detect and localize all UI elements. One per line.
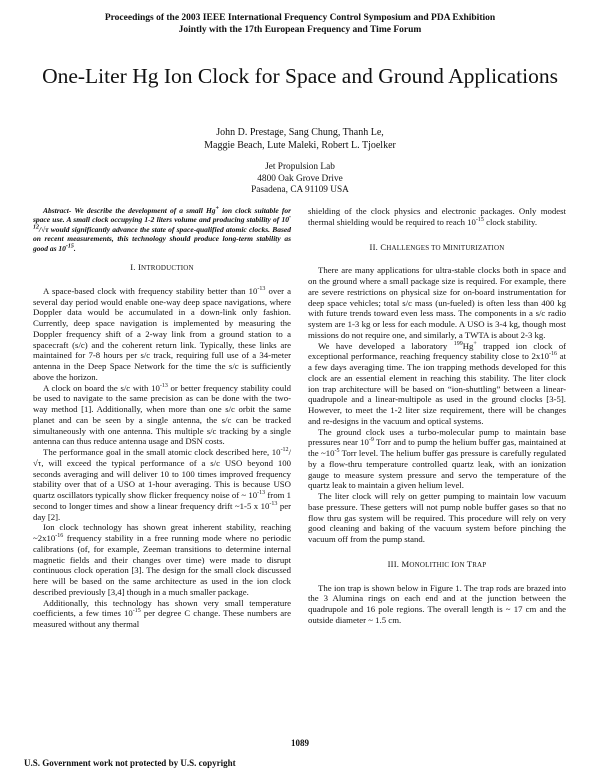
sup: -12: [280, 447, 289, 454]
text: We have developed a laboratory: [318, 340, 454, 351]
text: frequency stability in a free running mode where no periodic calibrations (of, for example, Zeeman transitions to determine internal magnetic fields and their changes over time) were made to disrupt continuous clock operation [3]. The design for the small clock discussed here will be based on the same architecture as used in the ion clock described previously [3,4] though in a much smaller package.: [33, 533, 291, 597]
section-heading-monolithic-ion-trap: [308, 559, 566, 571]
right-column: [308, 206, 566, 626]
heading-number: III.: [387, 558, 400, 569]
text: A clock on board the s/c with 10: [43, 382, 160, 393]
sup: 199: [453, 340, 463, 347]
text: shielding of the clock physics and electronic packages. Only modest thermal shielding would be required to reach 10: [308, 206, 566, 227]
affiliation: [0, 162, 600, 197]
heading-number: I.: [130, 262, 136, 273]
proceedings-line-1: Proceedings of the 2003 IEEE International Frequency Control Symposium and PDA Exhibition: [104, 13, 496, 23]
heading-rest: INITURIZATION: [450, 243, 505, 252]
heading-cap: C: [380, 241, 387, 252]
text: /√τ, will exceed the typical performance of a s/c USO beyond 100 seconds averaging and will deliver 10 to 100 times improved frequency stability over that of a USO at 1-hour averaging. This is because USO quartz oscillators typically show flicker frequency noise of ~ 10: [33, 447, 291, 501]
heading-cap: I: [451, 558, 455, 569]
abstract-label: Abstract-: [43, 206, 72, 215]
text: The liter clock will rely on getter pumping to maintain low vacuum base pressure. These getters will not pump noble buffer gases so that no flow thru gas system will be required. This procedure will rely on very good cleaning and baking of the vacuum system before pinching the vacuum off from the pump stand.: [308, 491, 566, 544]
heading-cap: M: [401, 558, 410, 569]
text: There are many applications for ultra-stable clocks both in space and on the ground where a small package size is required. For example, there are severe restrictions on physical size for on-board instrumentation for deep space vehicles; total s/c mass (un-fueled) is often less than 400 kg with future trends toward even less mass. The components in a s/c radio system are 1-3 kg or less for each module. A USO is 3-4 kg, though most missions do not require one, and similarly, a TWTA is about 2-3 kg.: [308, 265, 566, 340]
text: The ground clock uses a turbo-molecular pump to maintain base pressures near 10: [308, 426, 566, 448]
section-heading-challenges: [308, 242, 566, 254]
sup: -16: [55, 533, 64, 540]
heading-cap: I: [137, 262, 142, 273]
text: A space-based clock with frequency stability better than 10: [43, 285, 258, 296]
sup: -13: [257, 490, 266, 497]
paragraph: [33, 447, 291, 522]
paragraph: [308, 583, 566, 626]
heading-rest: NTRODUCTION: [141, 264, 194, 273]
abstract-sup: -15: [65, 243, 74, 250]
paragraph: [308, 206, 566, 228]
copyright-footer: U.S. Government work not protected by U.S. copyright: [24, 758, 236, 768]
author-line-2: Maggie Beach, Lute Maleki, Robert L. Tjoelker: [204, 139, 396, 151]
abstract-sup: -12: [33, 214, 291, 231]
text: per day [2].: [33, 500, 291, 522]
abstract-text: /√τ would significantly advance the state of space-qualified atomic clocks. Based on recent measurements, this technology should produce long-term stability as good as 10: [33, 224, 291, 253]
author-list: [0, 127, 600, 152]
text: trapped ion clock of exceptional performance, reaching frequency stability close to 2x10: [308, 340, 567, 362]
text: Hg: [462, 340, 474, 351]
text: over a several day period would enable one-way deep space navigations, where Doppler data would be accumulated in a down-link only fashion. Currently, deep space navigation is implemented by measuring the Doppler frequency shift of a 2-way link from a ground station to a spacecraft (s/c) and the coherent return link. Typically, these links are maintained for 7-8 hours per s/c track, requiring full use of a 34-meter antenna in the Deep Space Network for the time the s/c is sufficiently above the horizon.: [33, 285, 291, 382]
abstract-text: We describe the development of a small Hg: [71, 206, 216, 215]
heading-cap: M: [442, 241, 451, 252]
sup: -5: [334, 448, 340, 455]
sup: -15: [475, 216, 484, 223]
affiliation-line-1: Jet Propulsion Lab: [265, 162, 335, 172]
heading-rest: ONOLITHIC: [409, 560, 452, 569]
text: Additionally, this technology has shown very small temperature coefficients, a few times 10: [33, 597, 291, 619]
abstract-text: .: [73, 243, 76, 253]
heading-rest: ON: [454, 560, 467, 569]
heading-rest: HALLENGES TO: [386, 243, 443, 252]
text: Torr and to pump the helium buffer gas, maintained at the ~10: [308, 437, 566, 458]
section-heading-introduction: [33, 262, 291, 274]
text: at a few days averaging time. The ion trapping methods developed for this clock are an essential element in reaching this stability. The liter clock ion trap architecture will be based on “ion-shuttling” between a linear-quadrupole and a linear-multipole as used in the ground clocks [3-5]. However, to meet the 1-2 liter size requirement, there will be changes and re-designs in the vacuum and optical systems.: [308, 351, 566, 426]
text: or better frequency stability could be used to navigate to the same precision as can be done with the two-way method [1]. Additionally, when more than one s/c orbit the same planet and can be seen by a single antenna, the s/c can be tracked simultaneously with one antenna. This multiple s/c tracking by a single antenna can thus reduce antenna usage and DSN costs.: [33, 382, 291, 447]
sup: -13: [257, 285, 266, 292]
text: Torr level. The helium buffer gas pressure is carefully regulated by a flow-thru temperature controlled quartz leak, with an ionization gauge to measure system pressure and servo the temperature of the quartz leak to maintain a given helium level.: [308, 448, 566, 491]
text: from 1 second to longer times and show a linear frequency drift ~1-5 x 10: [33, 490, 291, 511]
paper-title: One-Liter Hg Ion Clock for Space and Ground Applications: [42, 64, 558, 88]
paragraph: [33, 286, 291, 383]
heading-rest: RAP: [472, 560, 487, 569]
sup: -13: [159, 382, 168, 389]
paragraph: [308, 491, 566, 545]
text: The performance goal in the small atomic clock described here, 10: [43, 447, 281, 458]
heading-number: II.: [369, 241, 378, 252]
paragraph: [33, 522, 291, 597]
text: Ion clock technology has shown great inherent stability, reaching ~2x10: [33, 522, 291, 544]
sup: -15: [132, 608, 141, 615]
author-line-1: John D. Prestage, Sang Chung, Thanh Le,: [216, 127, 384, 138]
affiliation-line-2: 4800 Oak Grove Drive: [257, 173, 343, 184]
paragraph: [33, 598, 291, 630]
abstract: [33, 206, 291, 253]
paragraph: [308, 265, 566, 340]
paragraph: [308, 427, 566, 492]
page-number: 1089: [291, 738, 309, 748]
paragraph: [33, 383, 291, 448]
abstract-text: ion clock suitable for space use. A small clock occupying 1-2 liters volume and producing stability of 10: [33, 206, 291, 225]
heading-cap: T: [466, 558, 473, 569]
paragraph: [308, 341, 566, 427]
text: per degree C change. These numbers are measured without any thermal: [33, 608, 291, 630]
affiliation-line-3: Pasadena, CA 91109 USA: [251, 185, 349, 195]
abstract-sup: +: [215, 205, 219, 212]
text: The ion trap is shown below in Figure 1. The trap rods are brazed into the 3 Alumina rings on each end and at the junction between the quadrupole and 16 pole regions. The overall length is ~ 17 cm and the outside diameter ~ 1.5 cm.: [308, 582, 566, 625]
sup: -16: [549, 351, 557, 358]
left-column: [33, 206, 291, 630]
sup: -13: [269, 500, 278, 507]
proceedings-line-2: Jointly with the 17th European Frequency and Time Forum: [178, 25, 422, 35]
text: clock stability.: [483, 216, 538, 227]
sup: +: [473, 340, 477, 347]
proceedings-header: [0, 12, 600, 36]
sup: -9: [368, 437, 374, 444]
